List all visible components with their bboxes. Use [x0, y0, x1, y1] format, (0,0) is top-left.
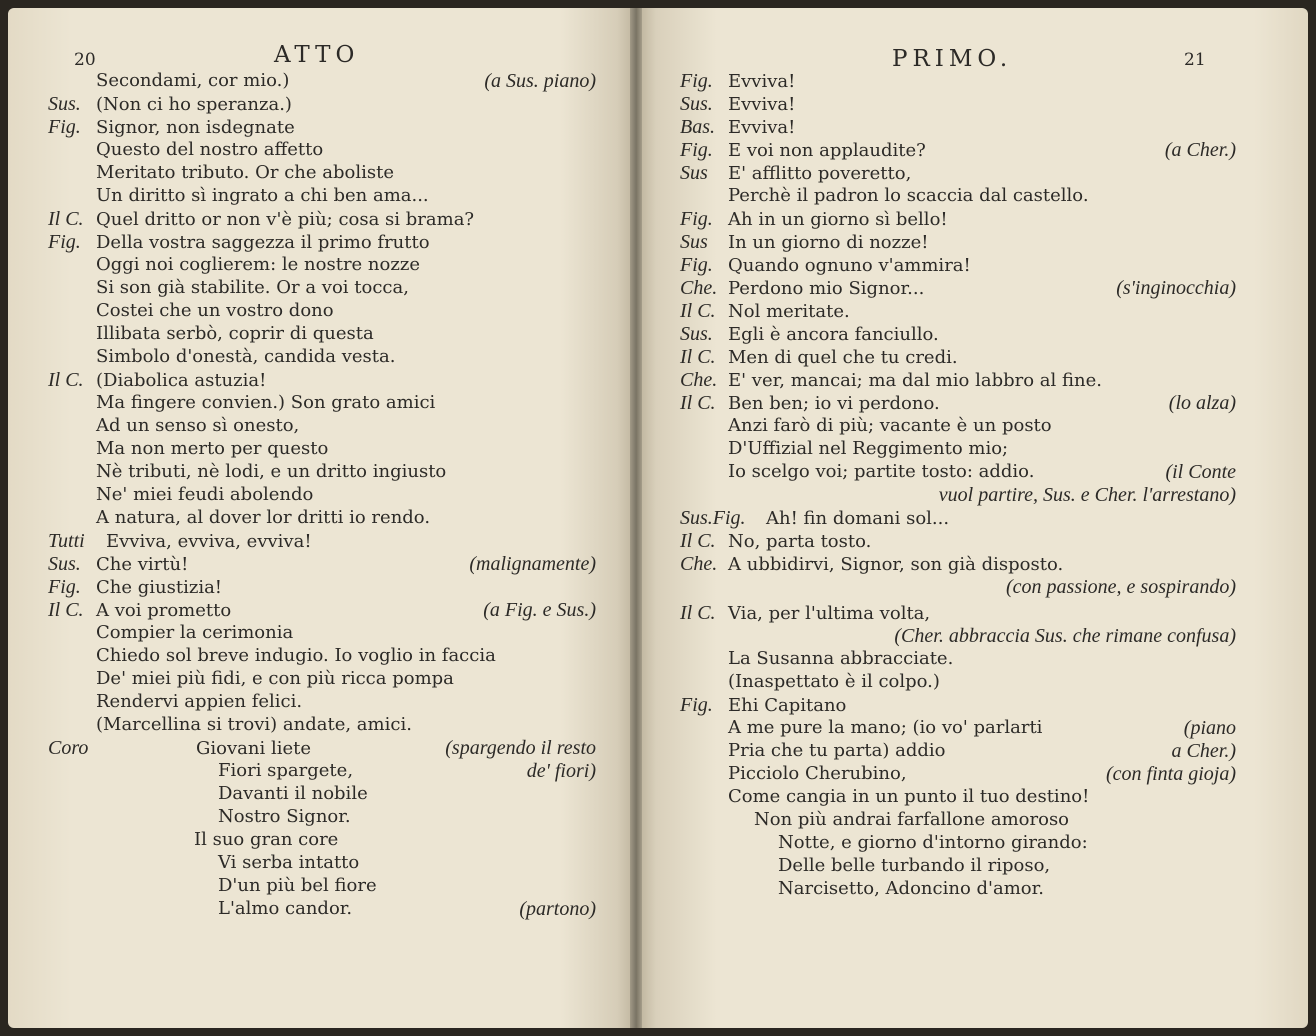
left-page [8, 8, 636, 1028]
script-line: Fig. Quando ognuno v'ammira! [680, 254, 971, 276]
stage-direction: (a Cher.) [1164, 139, 1236, 161]
running-head: ATTO [274, 42, 360, 68]
script-line: L'almo candor. [218, 898, 353, 919]
script-line: Delle belle turbando il riposo, [778, 855, 1051, 876]
script-line: D'un più bel fiore [218, 875, 377, 896]
script-line: Ad un senso sì onesto, [96, 415, 300, 436]
script-line: Tutti Evviva, evviva, evviva! [48, 530, 312, 552]
stage-direction: (piano [1183, 717, 1236, 739]
script-line: Coro Giovani liete [48, 737, 311, 759]
script-line: Illibata serbò, coprir di questa [96, 323, 374, 344]
script-line: Fig. Ah in un giorno sì bello! [680, 208, 948, 230]
script-line: Nostro Signor. [218, 806, 351, 827]
script-line: Questo del nostro affetto [96, 139, 324, 160]
script-line: Chiedo sol breve indugio. Io voglio in faccia [96, 645, 496, 666]
script-line: Oggi noi coglierem: le nostre nozze [96, 254, 420, 275]
stage-direction: (malignamente) [469, 553, 596, 575]
script-line: Che. A ubbidirvi, Signor, son già disposto. [680, 553, 1064, 575]
right-page [636, 8, 1308, 1028]
script-line: Narcisetto, Adoncino d'amor. [778, 878, 1044, 899]
script-line: Che. Perdono mio Signor... [680, 277, 925, 299]
script-line: Fig. Ehi Capitano [680, 694, 847, 716]
stage-direction: (a Sus. piano) [484, 70, 596, 92]
script-line: Il suo gran core [194, 829, 339, 850]
script-line: Come cangia in un punto il tuo destino! [728, 786, 1090, 807]
script-line: Nè tributi, nè lodi, e un dritto ingiusto [96, 461, 447, 482]
script-line: Meritato tributo. Or che aboliste [96, 162, 394, 183]
script-line: Notte, e giorno d'intorno girando: [778, 832, 1088, 853]
script-line: Vi serba intatto [218, 852, 360, 873]
script-line: Si son già stabilite. Or a voi tocca, [96, 277, 409, 298]
script-line: De' miei più fidi, e con più ricca pompa [96, 668, 454, 689]
script-line: Fiori spargete, [218, 760, 354, 781]
script-line: A me pure la mano; (io vo' parlarti [728, 717, 1043, 738]
script-line: Che. E' ver, mancai; ma dal mio labbro al fine. [680, 369, 1102, 391]
stage-direction: (il Conte [1165, 461, 1236, 483]
script-line: Simbolo d'onestà, candida vesta. [96, 346, 396, 367]
stage-direction: vuol partire, Sus. e Cher. l'arrestano) [938, 484, 1236, 506]
script-line: Bas. Evviva! [680, 116, 796, 138]
script-line: Io scelgo voi; partite tosto: addio. [728, 461, 1035, 482]
script-line: Il C. Via, per l'ultima volta, [680, 602, 931, 624]
script-line: (Marcellina si trovi) andate, amici. [96, 714, 412, 735]
script-line: Fig. E voi non applaudite? [680, 139, 926, 161]
script-line: Il C. Men di quel che tu credi. [680, 346, 958, 368]
stage-direction: (Cher. abbraccia Sus. che rimane confusa) [894, 625, 1236, 647]
script-line: Pria che tu parta) addio [728, 740, 946, 761]
script-line: Non più andrai farfallone amoroso [754, 809, 1070, 830]
script-line: Costei che un vostro dono [96, 300, 334, 321]
script-line: Sus. Evviva! [680, 93, 796, 115]
script-line: D'Uffizial nel Reggimento mio; [728, 438, 1009, 459]
stage-direction: (con finta gioja) [1106, 763, 1236, 785]
script-line: Ne' miei feudi abolendo [96, 484, 314, 505]
page-number: 21 [1184, 50, 1206, 70]
script-line: Il C. Ben ben; io vi perdono. [680, 392, 940, 414]
script-line: Anzi farò di più; vacante è un posto [728, 415, 1052, 436]
script-line: Picciolo Cherubino, [728, 763, 907, 784]
script-line: Il C. (Diabolica astuzia! [48, 369, 267, 391]
script-line: Il C. No, parta tosto. [680, 530, 872, 552]
script-line: Fig. Evviva! [680, 70, 796, 92]
script-line: Sus E' afflitto poveretto, [680, 162, 912, 184]
stage-direction: (spargendo il resto [445, 737, 596, 759]
script-line: Sus. Che virtù! [48, 553, 189, 575]
script-line: La Susanna abbracciate. [728, 648, 954, 669]
script-line: Il C. Nol meritate. [680, 300, 850, 322]
script-line: Ma fingere convien.) Son grato amici [96, 392, 436, 413]
script-line: Sus. (Non ci ho speranza.) [48, 93, 292, 115]
script-line: (Inaspettato è il colpo.) [728, 671, 940, 692]
script-line: A natura, al dover lor dritti io rendo. [96, 507, 431, 528]
script-line: Davanti il nobile [218, 783, 368, 804]
page-number: 20 [74, 50, 96, 70]
running-head: PRIMO. [892, 46, 1013, 72]
script-line: Sus. Egli è ancora fanciullo. [680, 323, 939, 345]
script-line: Rendervi appien felici. [96, 691, 303, 712]
script-line: Il C. A voi prometto [48, 599, 232, 621]
script-line: Fig. Che giustizia! [48, 576, 223, 598]
script-line: Fig. Signor, non isdegnate [48, 116, 295, 138]
script-line: Sus.Fig. Ah! fin domani sol... [680, 507, 950, 529]
script-line: Un diritto sì ingrato a chi ben ama... [96, 185, 429, 206]
script-line: Il C. Quel dritto or non v'è più; cosa si brama? [48, 208, 475, 230]
script-line: Fig. Della vostra saggezza il primo frutto [48, 231, 430, 253]
stage-direction: (s'inginocchia) [1116, 277, 1236, 299]
script-line: Compier la cerimonia [96, 622, 294, 643]
stage-direction: a Cher.) [1171, 740, 1236, 762]
stage-direction: (con passione, e sospirando) [1006, 576, 1236, 598]
stage-direction: (lo alza) [1168, 392, 1236, 414]
script-line: Secondami, cor mio.) [96, 70, 290, 91]
script-line: Sus In un giorno di nozze! [680, 231, 929, 253]
stage-direction: de' fiori) [526, 760, 596, 782]
book-gutter [630, 8, 642, 1028]
script-line: Ma non merto per questo [96, 438, 329, 459]
script-line: Perchè il padron lo scaccia dal castello. [728, 185, 1089, 206]
stage-direction: (partono) [519, 898, 596, 920]
stage-direction: (a Fig. e Sus.) [483, 599, 596, 621]
